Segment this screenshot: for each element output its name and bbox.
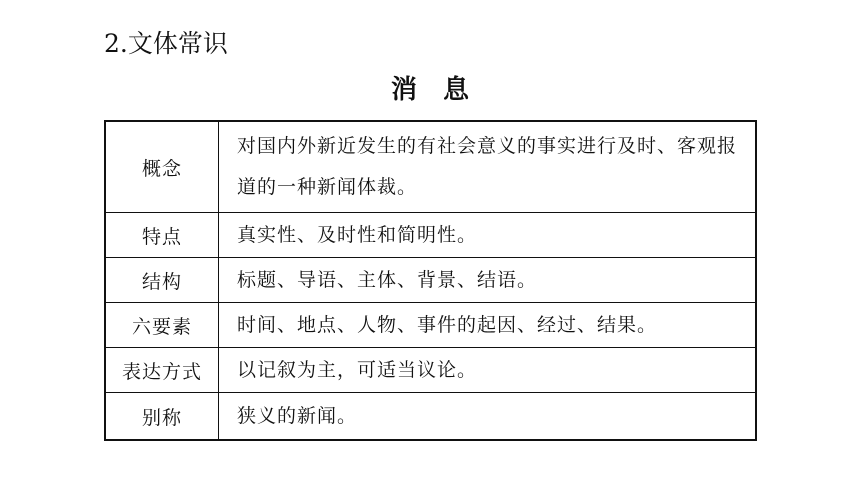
description-cell: 真实性、及时性和简明性。	[219, 213, 757, 258]
term-cell: 概念	[105, 121, 219, 213]
news-info-table	[104, 120, 757, 441]
term-cell: 特点	[105, 213, 219, 258]
description-cell: 狭义的新闻。	[219, 393, 757, 441]
table-title-char-1: 消	[390, 75, 417, 105]
table-row-structure	[105, 258, 756, 303]
table-row-alias	[105, 393, 756, 441]
description-cell: 时间、地点、人物、事件的起因、经过、结果。	[219, 303, 757, 348]
table-row-expression	[105, 348, 756, 393]
term-cell: 结构	[105, 258, 219, 303]
table-title	[0, 72, 860, 108]
section-heading: 2.文体常识	[104, 29, 228, 58]
table-title-char-2: 息	[443, 75, 470, 105]
description-cell: 以记叙为主，可适当议论。	[219, 348, 757, 393]
term-cell: 表达方式	[105, 348, 219, 393]
description-cell: 标题、导语、主体、背景、结语。	[219, 258, 757, 303]
term-cell: 别称	[105, 393, 219, 441]
term-cell: 六要素	[105, 303, 219, 348]
table-row-six-elements	[105, 303, 756, 348]
description-cell: 对国内外新近发生的有社会意义的事实进行及时、客观报道的一种新闻体裁。	[219, 121, 757, 213]
table-row-features	[105, 213, 756, 258]
table-row-concept	[105, 121, 756, 213]
